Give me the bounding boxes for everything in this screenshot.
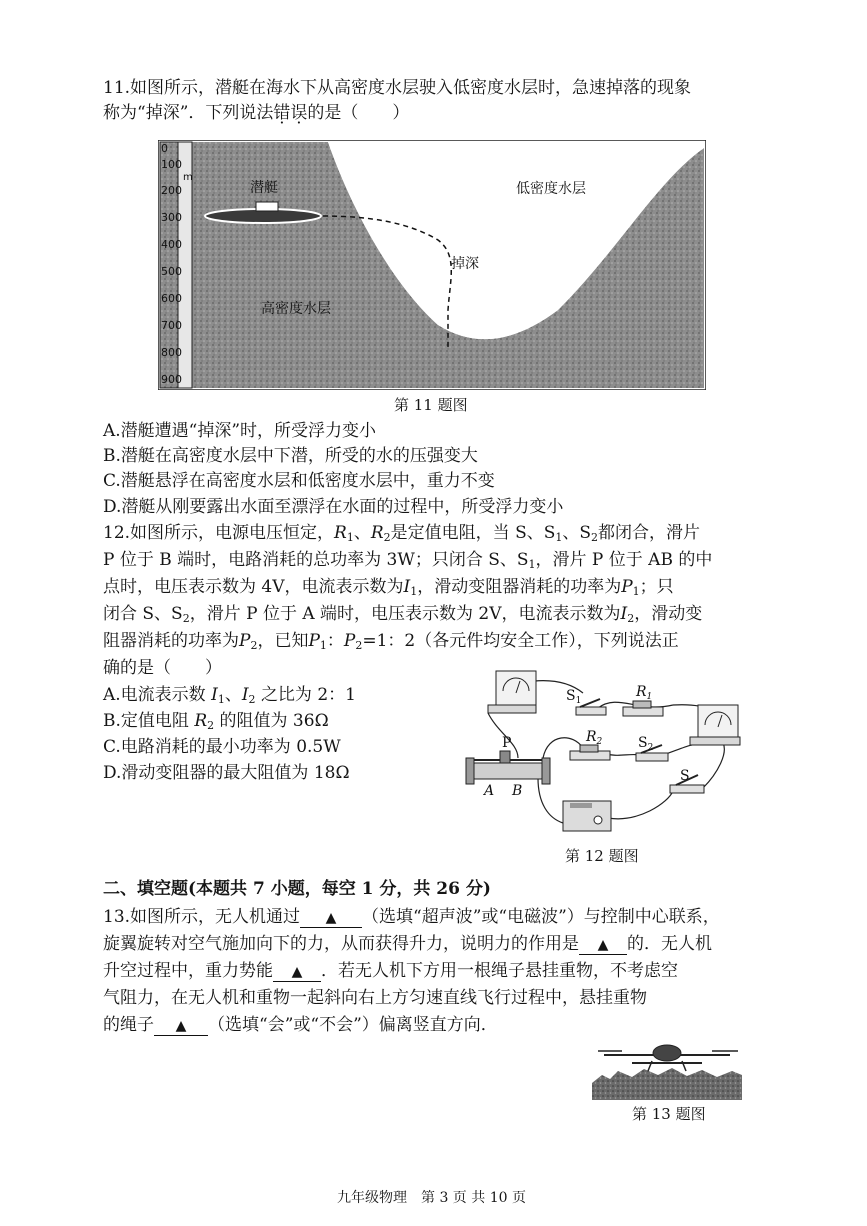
q13-line1: 13.如图所示，无人机通过 ▲ （选填“超声波”或“电磁波”）与控制中心联系， [103, 907, 720, 927]
q13-drone-figure [592, 1035, 742, 1100]
q12-stem-line3: 点时，电压表示数为 4V，电流表示数为$I_1$，滑动变阻器消耗的功率为$P_1$；只 [103, 577, 674, 598]
q13-line4: 气阻力，在无人机和重物一起斜向右上方匀速直线飞行过程中，悬挂重物 [103, 988, 647, 1008]
q12-stem-line1: 12.如图所示，电源电压恒定，$R_1$、$R_2$是定值电阻，当 S、$S_1$、$S_2$都闭合，滑片 [103, 523, 701, 544]
drone-icon [598, 1045, 738, 1071]
q11-option-a: A.潜艇遭遇“掉深”时，所受浮力变小 [103, 421, 377, 441]
q12-stem-line6: 确的是（ ） [103, 658, 222, 678]
q13-line3: 升空过程中，重力势能 ▲ ．若无人机下方用一根绳子悬挂重物，不考虑空 [103, 961, 678, 981]
label-p: P [502, 735, 512, 751]
drop-label: 掉深 [451, 256, 479, 272]
q11-option-d: D.潜艇从刚要露出水面至漂浮在水面的过程中，所受浮力变小 [103, 497, 564, 517]
q12-option-c: C.电路消耗的最小功率为 0.5W [103, 737, 341, 757]
depth-unit: m [183, 172, 193, 183]
q12-caption: 第 12 题图 [565, 847, 639, 865]
rheostat [466, 751, 550, 784]
depth-label: 600 [161, 292, 182, 305]
q12-option-d: D.滑动变阻器的最大阻值为 18Ω [103, 763, 350, 783]
section-heading: 二、填空题(本题共 7 小题，每空 1 分，共 26 分) [103, 879, 491, 899]
q12-stem-line2: P 位于 B 端时，电路消耗的总功率为 3W；只闭合 S、$S_1$，滑片 P 位于 AB 的中 [103, 550, 713, 571]
answer-blank[interactable]: ▲ [273, 963, 321, 982]
q11-stem-line1: 11.如图所示，潜艇在海水下从高密度水层驶入低密度水层时，急速掉落的现象 [103, 78, 692, 98]
wire [703, 743, 724, 788]
answer-blank[interactable]: ▲ [154, 1017, 208, 1036]
q12-stem-line4: 闭合 S、$S_2$，滑片 P 位于 A 端时，电压表示数为 2V，电流表示数为$I_2$，滑动变 [103, 604, 703, 625]
depth-label: 100 [161, 158, 182, 171]
label-a: A [484, 783, 495, 799]
q12-stem-line5: 阻器消耗的功率为$P_2$，已知$P_1$：$P_2=1$：2（各元件均安全工作），下列说法正 [103, 631, 679, 652]
wire [608, 791, 673, 819]
submarine-label: 潜艇 [250, 180, 278, 196]
ammeter [690, 705, 740, 745]
label-s: S [680, 768, 690, 784]
depth-label: 200 [161, 184, 182, 197]
q11-option-b: B.潜艇在高密度水层中下潜，所受的水的压强变大 [103, 446, 478, 466]
depth-label: 400 [161, 238, 182, 251]
q13-line2: 旋翼旋转对空气施加向下的力，从而获得升力，说明力的作用是 ▲ 的．无人机 [103, 934, 712, 954]
q11-stem-line2: 称为“掉深”．下列说法错误的是（ ） [103, 103, 410, 123]
resistor-r2 [570, 745, 610, 760]
q11-option-c: C.潜艇悬浮在高密度水层和低密度水层中，重力不变 [103, 471, 495, 491]
label-b: B [512, 783, 523, 799]
wire [538, 778, 563, 823]
label-r2: $R_2$ [586, 729, 603, 747]
low-density-label: 低密度水层 [516, 181, 586, 197]
high-density-label: 高密度水层 [261, 301, 331, 317]
q13-caption: 第 13 题图 [632, 1105, 706, 1123]
q11-caption: 第 11 题图 [394, 396, 468, 414]
q12-option-b: B.定值电阻 $R_2$ 的阻值为 36Ω [103, 711, 329, 732]
emphasis-char: 误 [290, 103, 308, 123]
answer-blank[interactable]: ▲ [300, 909, 362, 928]
label-s1: $S_1$ [566, 688, 582, 706]
emphasis-char: 错 [273, 103, 291, 123]
depth-label: 0 [161, 142, 168, 155]
depth-label: 500 [161, 265, 182, 278]
power-supply [563, 801, 611, 831]
q12-option-a: A.电流表示数 $I_1$、$I_2$ 之比为 2：1 [103, 685, 356, 706]
depth-label: 800 [161, 346, 182, 359]
answer-blank[interactable]: ▲ [579, 936, 627, 955]
q13-line5: 的绳子 ▲ （选填“会”或“不会”）偏离竖直方向． [103, 1015, 498, 1035]
q12-circuit-figure [458, 663, 758, 833]
label-s2: $S_2$ [638, 735, 654, 753]
depth-label: 300 [161, 211, 182, 224]
page-footer: 九年级物理 第 3 页 共 10 页 [337, 1190, 526, 1206]
depth-label: 900 [161, 373, 182, 386]
q11-figure [158, 140, 706, 390]
voltmeter [488, 671, 536, 713]
depth-label: 700 [161, 319, 182, 332]
label-r1: $R_1$ [636, 684, 653, 702]
